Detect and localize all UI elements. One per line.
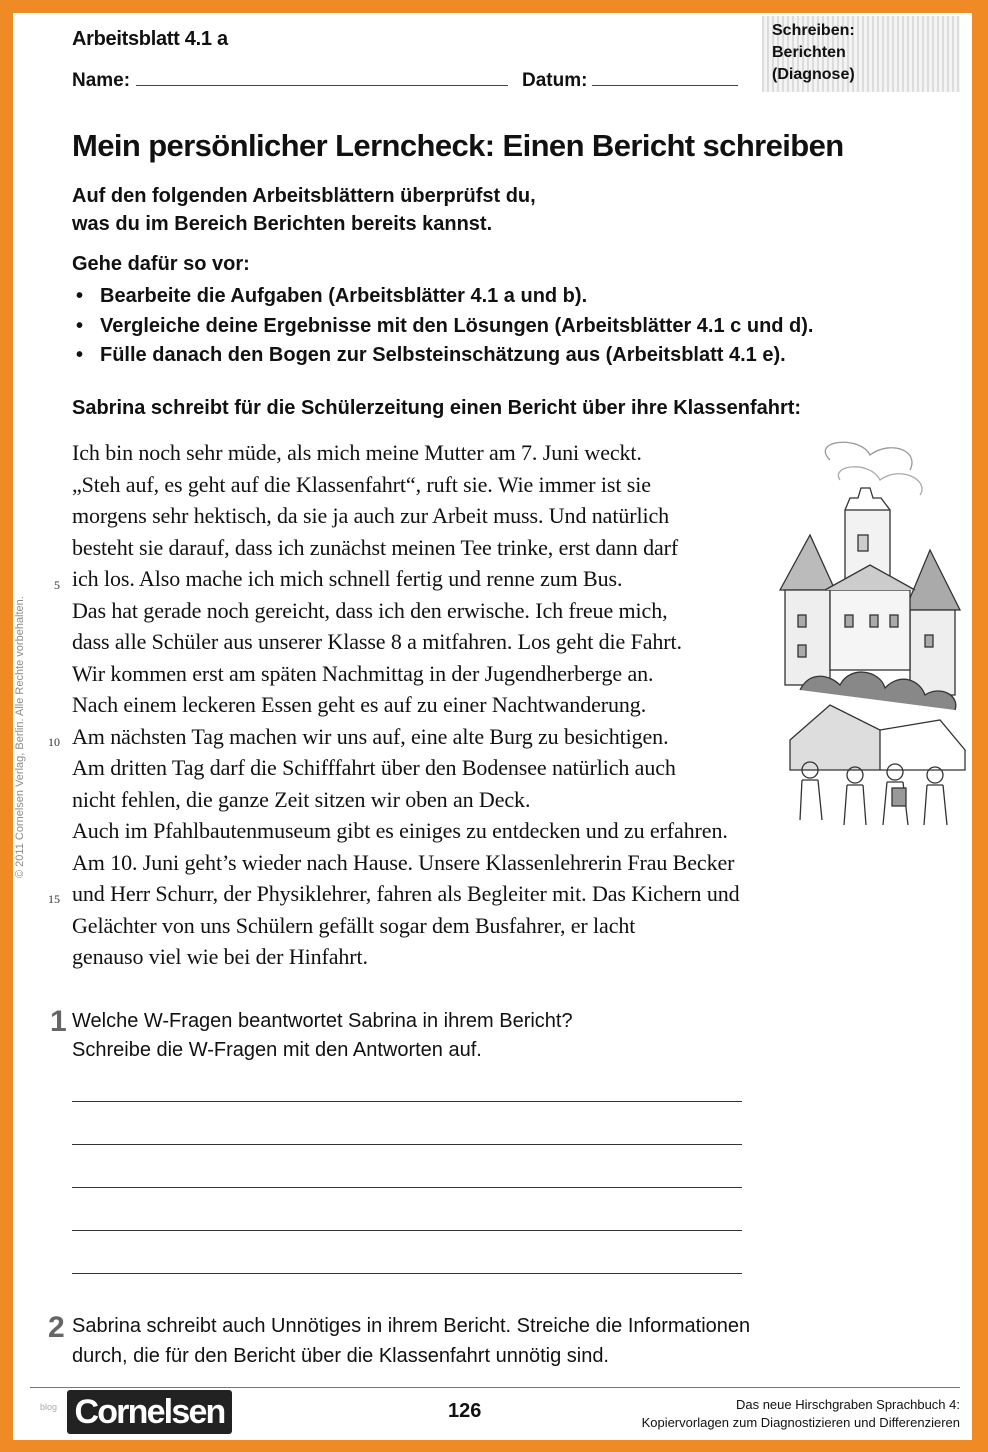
story-line: Das hat gerade noch gereicht, dass ich den erwische. Ich freue mich, [72, 597, 668, 623]
story-line: nicht fehlen, die ganze Zeit sitzen wir oben an Deck. [72, 786, 531, 812]
step-text: Fülle danach den Bogen zur Selbsteinschätzung aus (Arbeitsblatt 4.1 e). [100, 344, 786, 366]
copyright-notice: © 2011 Cornelsen Verlag, Berlin. Alle Rechte vorbehalten. [14, 596, 26, 878]
task-instruction: durch, die für den Bericht über die Klassenfahrt unnötig sind. [72, 1345, 609, 1367]
bullet-icon: • [76, 344, 84, 366]
task-number: 1 [50, 1005, 67, 1038]
story-line: Nach einem leckeren Essen geht es auf zu einer Nachtwanderung. [72, 692, 647, 717]
worksheet-id: Arbeitsblatt 4.1 a [72, 28, 228, 50]
story-line: besteht sie darauf, dass ich zunächst meinen Tee trinke, erst dann darf [72, 534, 679, 560]
topic-tag-line: Berichten [772, 44, 846, 61]
story-line: „Steh auf, es geht auf die Klassenfahrt“, ruft sie. Wie immer ist sie [72, 471, 651, 497]
task-instruction: Sabrina schreibt auch Unnötiges in ihrem Bericht. Streiche die Informationen [72, 1315, 751, 1337]
date-field-line[interactable] [592, 85, 738, 86]
answer-line[interactable] [72, 1101, 742, 1102]
story-text [72, 437, 740, 973]
steps-heading: Gehe dafür so vor: [72, 253, 250, 275]
line-number: 10 [48, 735, 60, 749]
page-number: 126 [448, 1400, 482, 1422]
intro-text: was du im Bereich Berichten bereits kannst. [72, 213, 493, 235]
list-item [76, 282, 814, 312]
intro-text: Auf den folgenden Arbeitsblättern überprüfst du, [72, 185, 536, 207]
list-item [76, 312, 814, 342]
story-line: und Herr Schurr, der Physiklehrer, fahren als Begleiter mit. Das Kichern und [72, 881, 740, 906]
story-line: Auch im Pfahlbautenmuseum gibt es einiges zu entdecken und zu erfahren. [72, 818, 728, 843]
story-line: Am nächsten Tag machen wir uns auf, eine alte Burg zu besichtigen. [72, 723, 669, 749]
task-number: 2 [48, 1311, 65, 1344]
story-line: Gelächter von uns Schülern gefällt sogar dem Busfahrer, er lacht [72, 912, 636, 938]
topic-tag-line: (Diagnose) [772, 66, 855, 83]
steps-list [76, 282, 814, 371]
name-field-line[interactable] [136, 85, 508, 86]
step-text: Bearbeite die Aufgaben (Arbeitsblätter 4.1 a und b). [100, 285, 588, 307]
castle-illustration [770, 440, 970, 860]
bullet-icon: • [76, 314, 84, 337]
line-number: 5 [54, 578, 60, 592]
list-item [76, 341, 814, 371]
story-intro: Sabrina schreibt für die Schülerzeitung einen Bericht über ihre Klassenfahrt: [72, 397, 802, 419]
task-instruction: Welche W-Fragen beantwortet Sabrina in ihrem Bericht? [72, 1010, 573, 1032]
publisher-logo: Cornelsen [67, 1390, 232, 1434]
task-instruction: Schreibe die W-Fragen mit den Antworten auf. [72, 1039, 482, 1061]
page-title: Mein persönlicher Lerncheck: Einen Bericht schreiben [72, 128, 844, 163]
story-line: Ich bin noch sehr müde, als mich meine Mutter am 7. Juni weckt. [72, 440, 642, 465]
topic-tag [762, 16, 960, 92]
answer-line[interactable] [72, 1187, 742, 1188]
line-number: 15 [48, 892, 60, 906]
answer-line[interactable] [72, 1273, 742, 1274]
story-line: morgens sehr hektisch, da sie ja auch zur Arbeit muss. Und natürlich [72, 503, 670, 528]
answer-line[interactable] [72, 1144, 742, 1145]
book-subtitle: Kopiervorlagen zum Diagnostizieren und Differenzieren [641, 1415, 960, 1430]
story-line: dass alle Schüler aus unserer Klasse 8 a mitfahren. Los geht die Fahrt. [72, 629, 682, 654]
logo-caption: blog [40, 1402, 58, 1412]
story-line: Am 10. Juni geht’s wieder nach Hause. Unsere Klassenlehrerin Frau Becker [72, 849, 735, 875]
story-line: Wir kommen erst am späten Nachmittag in der Jugendherberge an. [72, 660, 654, 686]
book-title: Das neue Hirschgraben Sprachbuch 4: [735, 1397, 960, 1412]
step-text: Vergleiche deine Ergebnisse mit den Lösungen (Arbeitsblätter 4.1 c und d). [100, 314, 814, 337]
bullet-icon: • [76, 285, 84, 307]
topic-tag-line: Schreiben: [772, 22, 855, 39]
story-line: ich los. Also mache ich mich schnell fertig und renne zum Bus. [72, 566, 623, 591]
story-line: genauso viel wie bei der Hinfahrt. [72, 944, 368, 969]
story-line: Am dritten Tag darf die Schifffahrt über den Bodensee natürlich auch [72, 755, 676, 780]
footer-divider [30, 1387, 960, 1388]
name-label: Name: [72, 70, 131, 91]
date-label: Datum: [522, 70, 588, 91]
answer-line[interactable] [72, 1230, 742, 1231]
